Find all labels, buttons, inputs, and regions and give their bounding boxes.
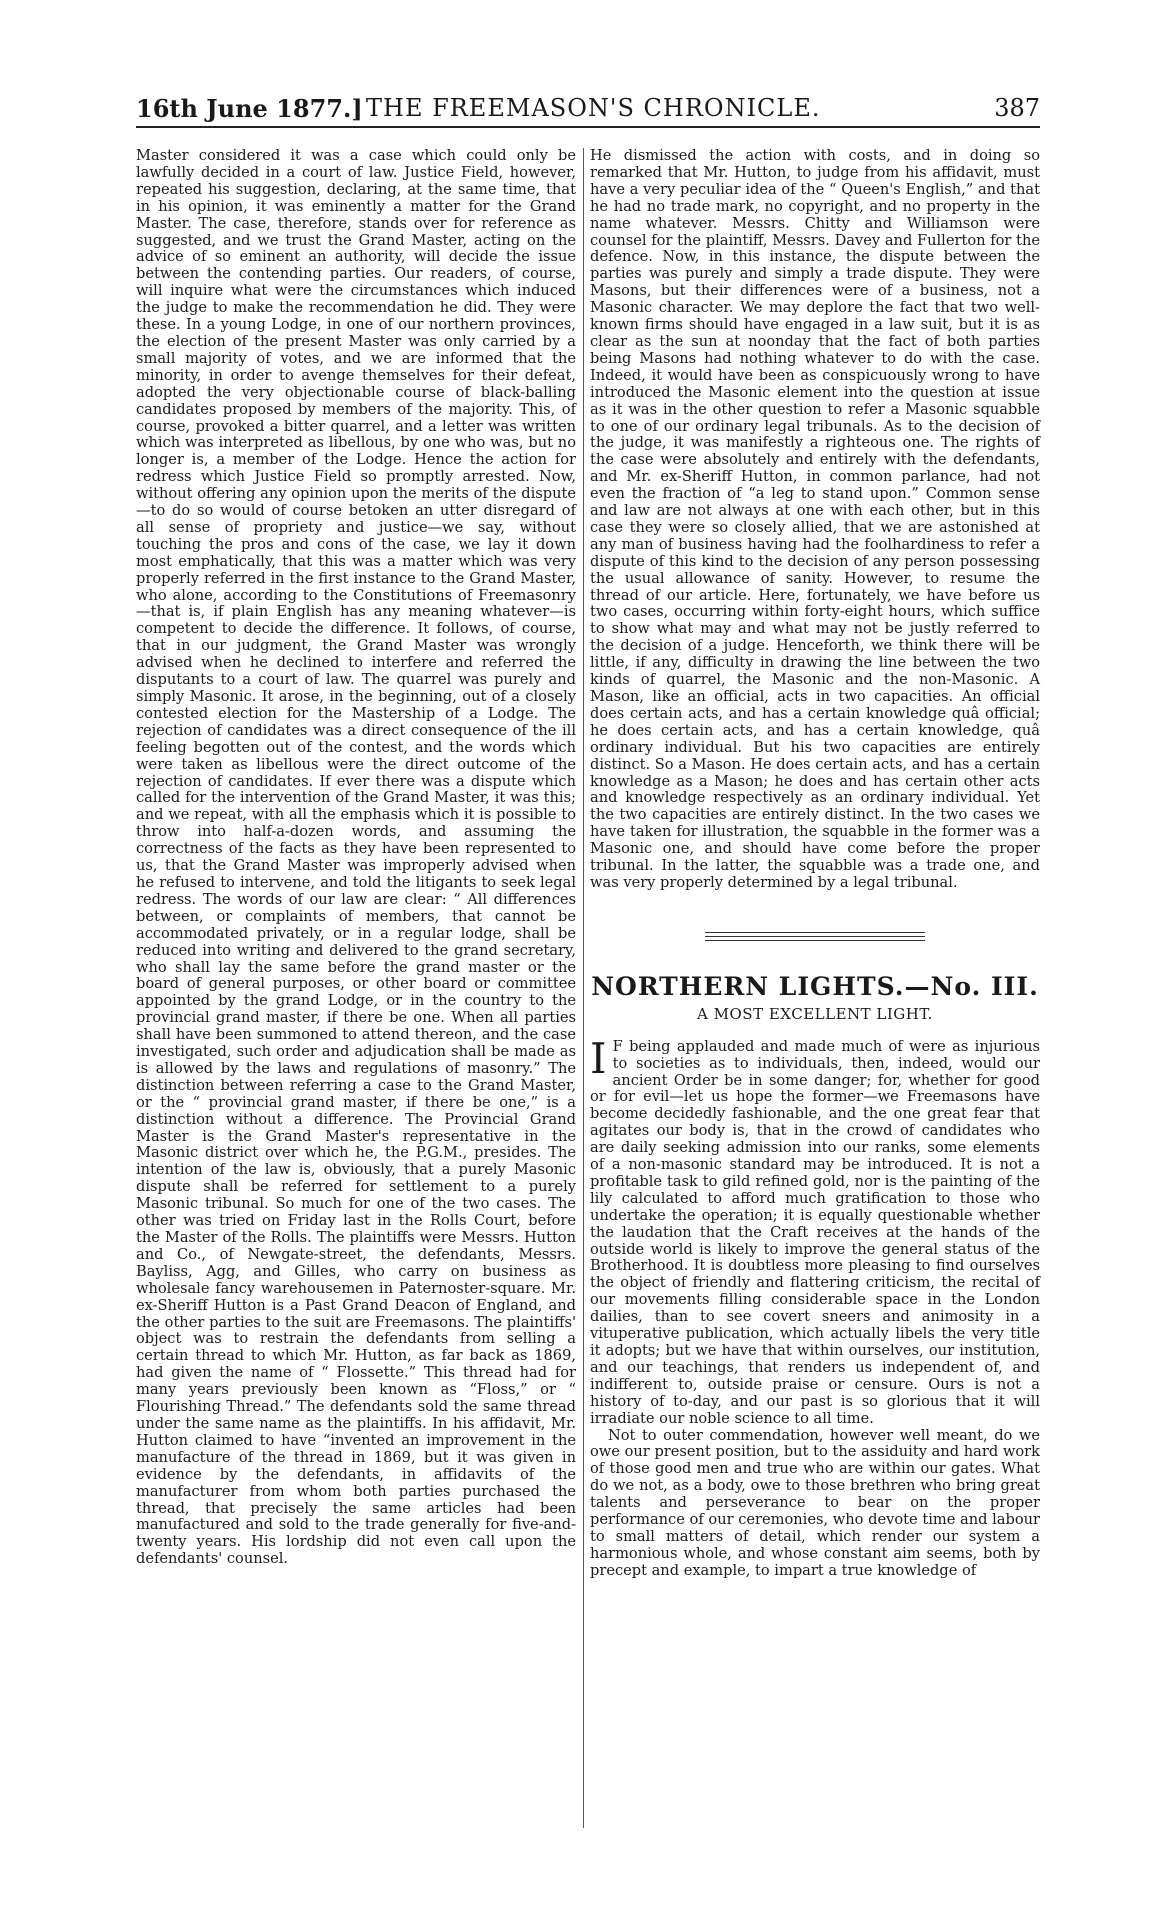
section-first-paragraph xyxy=(590,1033,1040,1428)
section-second-paragraph: Not to outer commendation, however well meant, do we owe our present position, but to the assiduity and hard work of those good men and true who are within our gates. What do we not, as a body, owe to those brethren who bring great talents and perseverance to bear on the proper performance of our ceremonies, who devote time and labour to small matters of detail, which render our system a harmonious whole, and whose constant aim seems, both by precept and example, to impart a true knowledge of xyxy=(590,1426,1040,1579)
article-continuation-end: He dismissed the action with costs, and in doing so remarked that Mr. Hutton, to judge from his affidavit, must have a very peculiar idea of the “ Queen's English,” and that he had no trade mark, no copyright, and no property in the name whatever. Messrs. Chitty and Williamson were counsel for the plaintiff, Messrs. Davey and Fullerton for the defence. Now, in this instance, the dispute between the parties was purely and simply a trade dispute. They were Masons, but their differences were of a business, not a Masonic character. We may deplore the fact that two well-known firms should have engaged in a law suit, but it is as clear as the sun at noonday that the fact of both parties being Masons had nothing whatever to do with the case. Indeed, it would have been as conspicuously wrong to have introduced the Masonic element into the question at issue as it was in the other question to refer a Masonic squabble to one of our ordinary legal tribunals. As to the decision of the judge, it was manifestly a righteous one. The rights of the case were absolutely and entirely with the defendants, and Mr. ex-Sheriff Hutton, in common parlance, had not even the fraction of “a leg to stand upon.” Common sense and law are not always at one with each other, but in this case they were so closely allied, that we are astonished at any man of business having had the foolhardiness to refer a dispute of this kind to the decision of any person possessing the usual allowance of sanity. However, to resume the thread of our article. Here, fortunately, we have before us two cases, occurring within forty-eight hours, which suffice to show what may and what may not be justly referred to the decision of a judge. Henceforth, we think there will be little, if any, difficulty in drawing the line between the two kinds of quarrel, the Masonic and the non-Masonic. A Mason, like an official, acts in two capacities. An official does certain acts, and has a certain knowledge quâ official; he does certain acts, and has a certain knowledge, quâ ordinary individual. But his two capacities are entirely distinct. So a Mason. He does certain acts, and has a certain knowledge as a Mason; he does and has certain other acts and knowledge respectively as an ordinary individual. Yet the two capacities are entirely distinct. In the two cases we have taken for illustration, the squabble in the former was a Masonic one, and should have come before the proper tribunal. In the latter, the squabble was a trade one, and was very properly determined by a legal tribunal. xyxy=(590,147,1040,891)
issue-date: 16th June 1877.] xyxy=(136,94,363,123)
section-divider xyxy=(705,932,925,941)
section-subtitle: A MOST EXCELLENT LIGHT. xyxy=(697,1004,933,1023)
page-number: 387 xyxy=(994,94,1040,122)
page-header xyxy=(136,92,1040,128)
article-continuation-text: Master considered it was a case which could only be lawfully decided in a court of law. Justice Field, however, repeated his suggestion, declaring, at the same time, that in his opinion, it was eminently a matter for the Grand Master. The case, therefore, stands over for reference as suggested, and we trust the Grand Master, acting on the advice of so eminent an authority, will decide the issue between the contending parties. Our readers, of course, will inquire what were the circumstances which induced the judge to make the recommendation he did. They were these. In a young Lodge, in one of our northern provinces, the election of the present Master was only carried by a small majority of votes, and we are informed that the minority, in order to avenge themselves for their defeat, adopted the very objectionable course of black-balling candidates proposed by members of the majority. This, of course, provoked a bitter quarrel, and a letter was written which was interpreted as libellous, by one who was, but no longer is, a member of the Lodge. Hence the action for redress which Justice Field so promptly arrested. Now, without offering any opinion upon the merits of the dispute—to do so would of course betoken an utter disregard of all sense of propriety and justice—we say, without touching the pros and cons of the case, we lay it down most emphatically, that this was a matter which was very properly referred in the first instance to the Grand Master, who alone, according to the Constitutions of Freemasonry—that is, if plain English has any meaning whatever—is competent to decide the difference. It follows, of course, that in our judgment, the Grand Master was wrongly advised when he declined to interfere and referred the disputants to a court of law. The quarrel was purely and simply Masonic. It arose, in the beginning, out of a closely contested election for the Mastership of a Lodge. The rejection of candidates was a direct consequence of the ill feeling begotten out of the contest, and the words which were taken as libellous were the direct outcome of the rejection of candidates. If ever there was a dispute which called for the intervention of the Grand Master, it was this; and we repeat, with all the emphasis which it is possible to throw into half-a-dozen words, and assuming the correctness of the facts as they have been represented to us, that the Grand Master was improperly advised when he refused to intervene, and told the litigants to seek legal redress. The words of our law are clear: “ All differences between, or complaints of members, that cannot be accommodated privately, or in a regular lodge, shall be reduced into writing and delivered to the grand secretary, who shall lay the same before the grand master or the board of general purposes, or other board or committee appointed by the grand Lodge, or in the country to the provincial grand master, if there be one. When all parties shall have been summoned to attend thereon, and the case investigated, such order and adjudication shall be made as is allowed by the laws and regulations of masonry.” The distinction between referring a case to the Grand Master, or the “ provincial grand master, if there be one,” is a distinction without a difference. The Provincial Grand Master is the Grand Master's representative in the Masonic district over which he, the P.G.M., presides. The intention of the law is, obviously, that a purely Masonic dispute shall be referred for settlement to a purely Masonic tribunal. So much for one of the two cases. The other was tried on Friday last in the Rolls Court, before the Master of the Rolls. The plaintiffs were Messrs. Hutton and Co., of Newgate-street, the defendants, Messrs. Bayliss, Agg, and Gilles, who carry on business as wholesale fancy warehousemen in Paternoster-square. Mr. ex-Sheriff Hutton is a Past Grand Deacon of England, and the other parties to the suit are Freemasons. The plaintiffs' object was to restrain the defendants from selling a certain thread to which Mr. Hutton, as far back as 1869, had given the name of “ Flossette.” This thread had for many years previously been known as “Floss,” or “ Flourishing Thread.” The defendants sold the same thread under the same name as the plaintiffs. In his affidavit, Mr. Hutton claimed to have “invented an improvement in the manufacture of the thread in 1869, but it was given in evidence by the defendants, in affidavits of the manufacturer from whom both parties purchased the thread, that precisely the same articles had been manufactured and sold to the trade generally for five-and-twenty years. His lordship did not even call upon the defendants' counsel. xyxy=(136,147,576,1568)
publication-title: THE FREEMASON'S CHRONICLE. xyxy=(366,94,821,122)
column-divider xyxy=(583,148,584,1828)
drop-cap: I xyxy=(590,1033,607,1083)
left-column xyxy=(136,148,576,1568)
right-column xyxy=(590,148,1040,1580)
section-title: NORTHERN LIGHTS.—No. III. xyxy=(591,971,1039,1001)
paragraph-body: F being applauded and made much of were as injurious to societies as to individuals, then, indeed, would our ancient Order be in some danger; for, whether for good or for evil—let us hope the former—we Freemasons have become decidedly fashionable, and the one great fear that agitates our body is, that in the crowd of candidates who are daily seeking admission into our ranks, some elements of a non-masonic standard may be introduced. It is not a profitable task to gild refined gold, nor is the painting of the lily calculated to afford much gratification to those who undertake the operation; it is equally questionable whether the laudation that the Craft receives at the hands of the outside world is likely to improve the general status of the Brotherhood. It is doubtless more pleasing to find ourselves the object of friendly and flattering criticism, the recital of our movements filling considerable space in the London dailies, than to see covert sneers and animosity in a vituperative publication, which actually libels the very title it adopts; but we have that within ourselves, our institution, and our teachings, that renders us independent of, and indifferent to, outside praise or censure. Ours is not a history of to-day, and our past is so glorious that it will irradiate our noble science to all time. xyxy=(590,1037,1040,1427)
